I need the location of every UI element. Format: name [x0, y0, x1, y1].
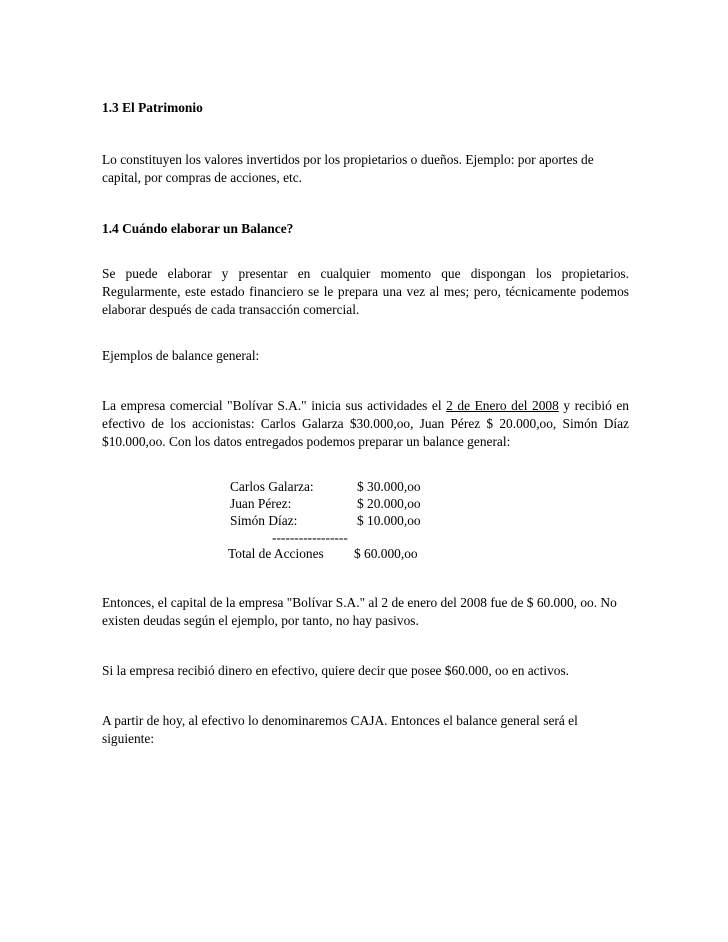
shareholder-name: Simón Díaz:: [230, 513, 298, 528]
paragraph-activos: Si la empresa recibió dinero en efectivo, quiere decir que posee $60.000, oo en activos.: [102, 663, 570, 678]
total-amount: $ 60.000,oo: [354, 546, 418, 561]
example-text-before: La empresa comercial "Bolívar S.A." inicia sus actividades el: [102, 398, 447, 413]
separator-line: -----------------: [272, 530, 348, 545]
shareholder-amount: $ 20.000,oo: [357, 496, 421, 511]
paragraph-patrimonio: Lo constituyen los valores invertidos por los propietarios o dueños. Ejemplo: por aportes de capital, por compras de acciones, etc.: [102, 152, 594, 185]
shareholder-amount: $ 30.000,oo: [357, 479, 421, 494]
shareholder-name: Juan Pérez:: [230, 496, 292, 511]
shareholder-amount: $ 10.000,oo: [357, 513, 421, 528]
heading-patrimonio: 1.3 El Patrimonio: [102, 100, 203, 115]
total-label: Total de Acciones: [228, 546, 324, 561]
heading-ejemplos: Ejemplos de balance general:: [102, 348, 260, 363]
paragraph-caja: A partir de hoy, al efectivo lo denominaremos CAJA. Entonces el balance general será el siguiente:: [102, 713, 578, 746]
shareholder-name: Carlos Galarza:: [230, 479, 314, 494]
example-text-after: y recibió en efectivo de los accionistas: Carlos Galarza $30.000,oo, Juan Pérez $ 20.000,oo, Simón Díaz $10.000,oo. Con los datos entregados podemos preparar un balance general:: [102, 398, 629, 449]
paragraph-cuando-balance: Se puede elaborar y presentar en cualquier momento que dispongan los propietarios. Regularmente, este estado financiero se le prepara una vez al mes; pero, técnicamente podemos elaborar después de cada transacción comercial.: [102, 266, 629, 317]
heading-cuando-balance: 1.4 Cuándo elaborar un Balance?: [102, 221, 294, 236]
example-date-underlined: 2 de Enero del 2008: [446, 398, 559, 413]
paragraph-capital: Entonces, el capital de la empresa "Bolívar S.A." al 2 de enero del 2008 fue de $ 60.000, oo. No existen deudas según el ejemplo, por tanto, no hay pasivos.: [102, 595, 617, 628]
paragraph-ejemplo: [102, 397, 629, 451]
